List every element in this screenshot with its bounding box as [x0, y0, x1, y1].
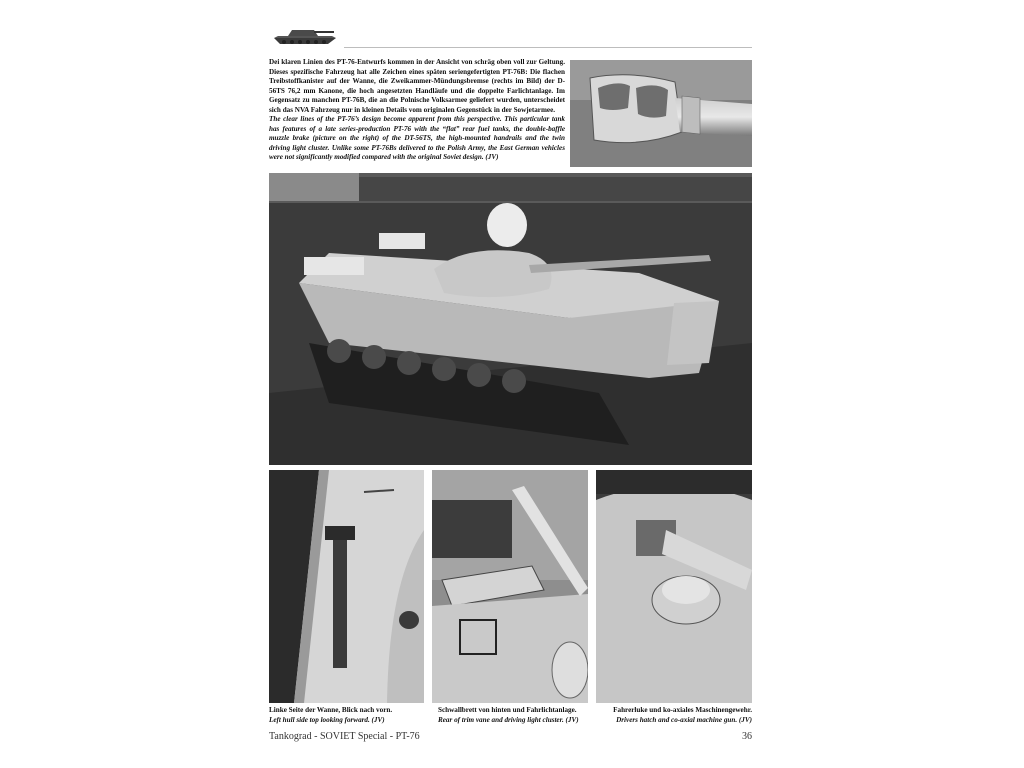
bottom-right-caption-english: Drivers hatch and co-axial machine gun. (JV): [616, 716, 752, 724]
tank-silhouette-icon: [270, 14, 340, 48]
pt76-main-photo: [269, 173, 752, 465]
top-caption-german: Dei klaren Linien des PT-76-Entwurfs kommen in der Ansicht von schräg oben voll zur Geltung. Dieses spezifische Fahrzeug hat alle Zeichen eines späten seriengefertigten PT-76B: Die flachen Treibstoffkanister auf der Wanne, die Zweikammer-Mündungsbremse (rechts im Bild) der D-56TS 76,2 mm Kanone, die hoch angesetzten Handläufe und die doppelte Farlichtanlage. Im Gegensatz zu manchen PT-76B, die an die Polnische Volksarmee geliefert wurden, unterscheidet sich das NVA Fahrzeug nur in kleinen Details vom originalen Gegenstück in der Sowjetarmee.: [269, 58, 565, 114]
bottom-left-caption-english: Left hull side top looking forward. (JV): [269, 716, 385, 724]
bottom-left-caption-german: Linke Seite der Wanne, Blick nach vorn.: [269, 706, 393, 714]
trim-vane-photo: [432, 470, 588, 703]
page-number: 36: [742, 731, 752, 742]
header-divider: [344, 47, 752, 48]
top-caption-english: The clear lines of the PT-76’s design become apparent from this perspective. This particular tank has features of a late series-production PT-76 with the “flat” rear fuel tanks, the double-baffle muzzle brake (picture on the right) of the DT-56TS, the high-mounted handrails and the twin driving light cluster. Unlike some PT-76Bs delivered to the Polish Army, the East German vehicles were not significantly modified compared with the original Soviet design. (JV): [269, 115, 565, 162]
bottom-middle-caption-german: Schwallbrett von hinten und Fahrlichtanlage.: [438, 706, 577, 714]
bottom-middle-caption-english: Rear of trim vane and driving light cluster. (JV): [438, 716, 579, 724]
left-hull-photo: [269, 470, 424, 703]
bottom-middle-caption: [438, 705, 598, 725]
footer-title: Tankograd - SOVIET Special - PT-76: [269, 731, 420, 742]
muzzle-brake-photo: [570, 60, 752, 167]
bottom-right-caption-german: Fahrerluke und ko-axiales Maschinengewehr.: [613, 706, 752, 714]
drivers-hatch-photo: [596, 470, 752, 703]
top-caption: [269, 58, 565, 163]
bottom-left-caption: [269, 705, 429, 725]
bottom-right-caption: [592, 705, 752, 725]
